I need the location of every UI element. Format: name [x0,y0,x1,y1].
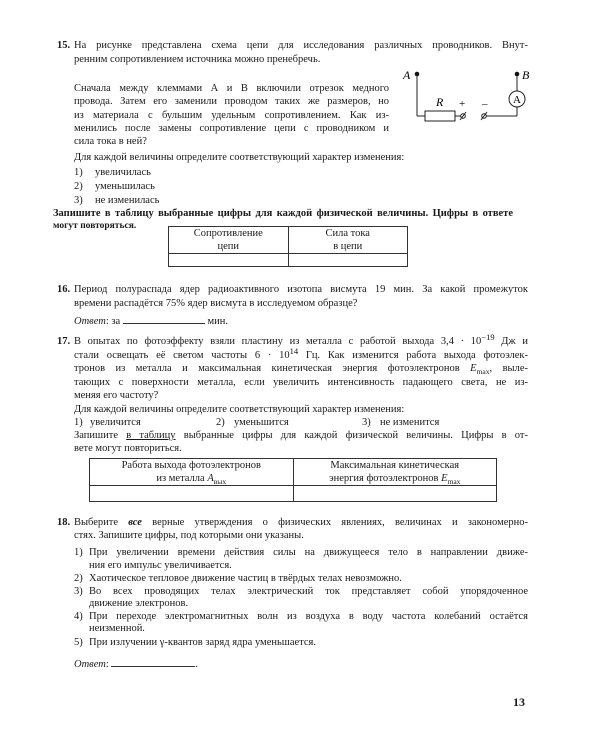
minus-label: – [482,98,488,110]
plus-label: + [459,98,466,110]
option-text: не изменилась [95,195,160,206]
q15-intro-line: На рисунке представлена схема цепи для исследования различных проводников. Внут- [74,40,528,51]
page-number: 13 [513,695,525,709]
q18-text-line: Выберите все верные утверждения о физических явлениях, величинах и закономерно- [74,517,528,528]
statement-number: 2) [74,573,83,584]
table-header-work-function: Работа выхода фотоэлектронов из металла $A_{вых}$ [90,459,294,486]
q15-instruction: Запишите в таблицу выбранные цифры для каждой физической величины. Цифры в ответе [53,208,513,219]
table-header-max-energy: Максимальная кинетическая энергия фотоэлектронов $E_{max}$ [293,459,497,486]
q15-body-line: сила тока в ней? [74,136,147,147]
option-number: 1) [74,167,83,178]
answer-cell-current[interactable] [288,254,408,267]
statement-text: Во всех проводящих телах электрический ток представляет собой упорядоченное [89,586,528,597]
statement-text: При излучении γ-квантов заряд ядра уменьшается. [89,637,317,648]
statement-text: ния его импульс увеличивается. [89,560,232,571]
q15-prompt: Для каждой величины определите соответствующий характер изменения: [74,152,405,163]
option-number: 3) [362,417,371,428]
q17-text-line: стали освещать её светом частоты $6 \cdot 10^{14}$ Гц. Как изменится работа выхода фотоэлек- [74,346,529,361]
answer-cell-work-function[interactable] [90,486,294,502]
q17-answer-table [89,458,497,502]
statement-number: 5) [74,637,83,648]
terminal-b-label: B [522,68,530,82]
q16-answer: Ответ: за мин. [74,313,228,328]
q17-instruction: вете могут повториться. [74,443,182,454]
q15-number: 15. [57,40,71,51]
exponent-minus-19: −19 [481,332,495,342]
exponent-14: 14 [289,346,299,356]
q15-body-line: Сначала между клеммами А и В включили отрезок медного [74,83,389,94]
q15-answer-table [168,226,408,267]
q16-text-line: Период полураспада ядер радиоактивного изотопа висмута 19 мин. За какой промежуток [74,284,528,295]
q16-answer-field[interactable] [123,313,205,324]
ammeter-label: A [513,94,521,106]
answer-cell-resistance[interactable] [169,254,289,267]
statement-text: Хаотическое тепловое движение частиц в твёрдых телах невозможно. [89,573,402,584]
answer-cell-max-energy[interactable] [293,486,497,502]
option-text: уменьшится [234,417,289,428]
q17-number: 17. [57,336,71,347]
q17-instruction: Запишите в таблицу выбранные цифры для каждой физической величины. Цифры в от- [74,430,528,441]
q17-text-line: тающих с поверхности металла, если увеличить интенсивность падающего света, не из- [74,377,528,388]
option-number: 2) [74,181,83,192]
option-number: 1) [74,417,83,428]
q15-body-line: из материала с бульшим удельным сопротивлением. Как из- [74,110,389,121]
q16-number: 16. [57,284,71,295]
statement-number: 3) [74,586,83,597]
q17-text-line: тронов из металла и максимальная кинетическая энергия фотоэлектронов $E_{max}$, выле- [74,363,528,377]
q17-prompt: Для каждой величины определите соответствующий характер изменения: [74,404,405,415]
option-text: увеличилась [95,167,151,178]
q17-text-line: В опытах по фотоэффекту взяли пластину из металла с работой выхода $3,4 \cdot 10^{-19}$ Дж и [74,332,528,347]
circuit-diagram [395,62,545,132]
statement-number: 1) [74,547,83,558]
option-text: уменьшилась [95,181,155,192]
statement-text: движение электронов. [89,598,189,609]
q18-answer: Ответ: . [74,656,198,671]
q15-body-line: провода. Затем его заменили проводом таких же размеров, но [74,96,389,107]
q18-text-line: стях. Запишите цифры, под которыми они указаны. [74,530,304,541]
option-number: 2) [216,417,225,428]
q18-answer-field[interactable] [111,656,195,667]
terminal-a-label: A [403,68,411,82]
q15-body-line: менились после замены сопротивление цепи с проводником и [74,123,389,134]
q16-text-line: времени распадётся 75% ядер висмута в исследуемом образце? [74,298,358,309]
option-text: увеличится [90,417,141,428]
option-text: не изменится [380,417,440,428]
table-header-current: Сила тока в цепи [288,227,408,254]
statement-number: 4) [74,611,83,622]
statement-text: При увеличении времени действия силы на движущееся тело в направлении движе- [89,547,528,558]
table-header-resistance: Сопротивление цепи [169,227,289,254]
resistor-icon [425,111,455,121]
q15-intro-line: ренним сопротивлением источника можно пренебречь. [74,54,321,65]
terminal-b-icon [515,72,520,77]
resistor-label: R [436,95,444,109]
statement-text: неизменной. [89,623,145,634]
q17-text-line: меняя его частоту? [74,390,159,401]
q15-instruction: могут повторяться. [53,221,137,231]
statement-text: При переходе электромагнитных волн из воздуха в воду частота колебаний остаётся [89,611,528,622]
option-number: 3) [74,195,83,206]
q18-number: 18. [57,517,71,528]
